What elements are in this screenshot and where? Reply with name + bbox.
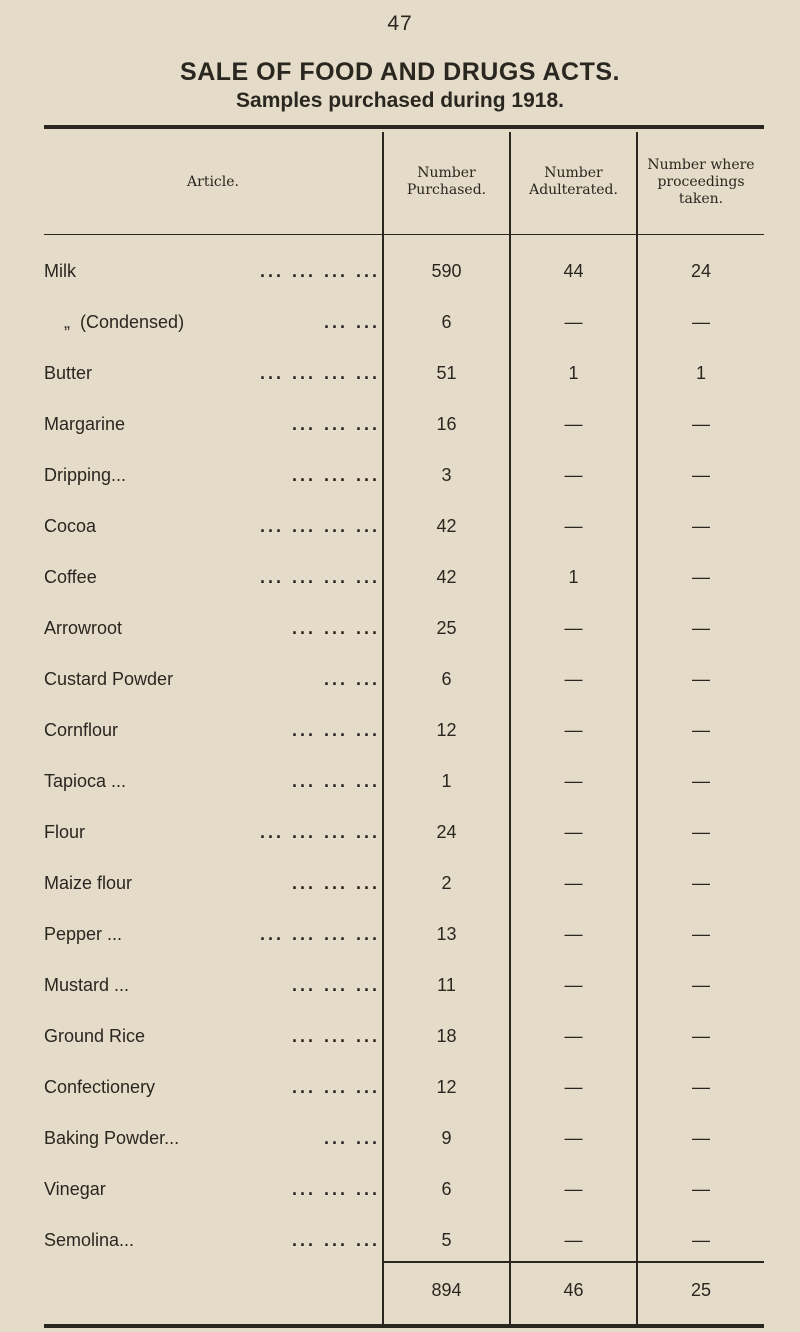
article-cell <box>44 1077 380 1098</box>
number-adulterated: — <box>564 618 583 638</box>
number-proceedings: — <box>692 618 710 638</box>
article-cell <box>44 975 380 996</box>
table-row <box>0 754 800 805</box>
article-name: Arrowroot <box>44 618 123 638</box>
table-row <box>0 1009 800 1060</box>
number-proceedings: — <box>692 975 710 995</box>
number-purchased: 42 <box>436 516 457 536</box>
number-purchased: 9 <box>441 1128 452 1148</box>
article-cell <box>44 363 380 384</box>
header-number-adulterated: Number Adulterated. <box>529 165 618 198</box>
table-row <box>0 244 800 295</box>
leader-dots: ... ... ... ... <box>259 567 380 587</box>
number-proceedings: 24 <box>690 261 712 281</box>
number-adulterated: 44 <box>563 261 584 281</box>
article-cell <box>44 567 380 588</box>
number-purchased: 13 <box>436 924 457 944</box>
leader-dots: ... ... ... <box>291 465 380 485</box>
number-adulterated: — <box>564 975 583 995</box>
number-proceedings: — <box>692 1179 710 1199</box>
table-row <box>0 958 800 1009</box>
number-adulterated: — <box>564 1179 583 1199</box>
leader-dots: ... ... ... <box>291 873 380 893</box>
number-purchased: 12 <box>436 1077 457 1097</box>
number-adulterated: — <box>564 414 583 434</box>
article-name: Cornflour <box>44 720 119 740</box>
table-row <box>0 601 800 652</box>
page-subtitle: Samples purchased during 1918. <box>236 89 564 112</box>
number-purchased: 16 <box>436 414 457 434</box>
table-row <box>0 1111 800 1162</box>
number-adulterated: — <box>564 669 583 689</box>
leader-dots: ... ... ... ... <box>259 261 380 281</box>
number-adulterated: — <box>564 873 583 893</box>
leader-dots: ... ... ... <box>291 1179 380 1199</box>
page-number: 47 <box>387 12 413 35</box>
number-adulterated: 1 <box>568 363 579 383</box>
number-purchased: 6 <box>441 1179 452 1199</box>
article-cell <box>44 1026 380 1047</box>
article-name: Coffee <box>44 567 97 587</box>
page-title: SALE OF FOOD AND DRUGS ACTS. <box>180 58 620 86</box>
table-row <box>0 550 800 601</box>
article-cell <box>44 1128 380 1149</box>
leader-dots: ... ... <box>323 312 380 332</box>
number-purchased: 6 <box>441 669 452 689</box>
article-cell <box>44 618 380 639</box>
article-cell <box>44 516 380 537</box>
leader-dots: ... ... <box>323 669 380 689</box>
article-name: Cocoa <box>44 516 97 536</box>
number-proceedings: — <box>692 822 710 842</box>
article-name: Margarine <box>44 414 126 434</box>
number-adulterated: — <box>564 771 583 791</box>
number-purchased: 11 <box>437 975 456 995</box>
article-name: Vinegar <box>44 1179 106 1199</box>
table-row <box>0 907 800 958</box>
table-row <box>0 1162 800 1213</box>
number-proceedings: — <box>692 567 710 587</box>
number-purchased: 2 <box>441 873 452 893</box>
number-proceedings: — <box>692 873 710 893</box>
article-name: Tapioca ... <box>44 771 127 791</box>
article-name: Dripping... <box>44 465 127 485</box>
number-purchased: 42 <box>436 567 457 587</box>
number-proceedings: — <box>692 516 710 536</box>
leader-dots: ... ... ... <box>291 1230 380 1250</box>
leader-dots: ... ... ... ... <box>259 363 380 383</box>
table-row <box>0 397 800 448</box>
number-proceedings: — <box>692 465 710 485</box>
article-cell <box>44 1230 380 1251</box>
number-proceedings: — <box>692 312 710 332</box>
article-name: Custard Powder <box>44 669 174 689</box>
table-row <box>0 1213 800 1264</box>
article-name: Ground Rice <box>44 1026 146 1046</box>
number-adulterated: — <box>564 1026 583 1046</box>
number-proceedings: — <box>692 1026 710 1046</box>
number-adulterated: — <box>564 720 583 740</box>
article-name: „ (Condensed) <box>44 312 185 332</box>
leader-dots: ... ... <box>323 1128 380 1148</box>
header-number-proceedings: Number where proceedings taken. <box>647 156 755 207</box>
table-top-rule <box>44 125 764 129</box>
number-proceedings: — <box>692 669 710 689</box>
number-adulterated: — <box>564 1077 583 1097</box>
table-row <box>0 652 800 703</box>
number-purchased: 24 <box>436 822 457 842</box>
leader-dots: ... ... ... <box>291 1077 380 1097</box>
leader-dots: ... ... ... <box>291 720 380 740</box>
leader-dots: ... ... ... ... <box>259 924 380 944</box>
article-cell <box>44 261 380 282</box>
number-proceedings: — <box>692 1077 710 1097</box>
article-name: Mustard ... <box>44 975 130 995</box>
number-purchased: 12 <box>436 720 457 740</box>
article-name: Milk <box>44 261 76 281</box>
number-adulterated: — <box>564 465 583 485</box>
article-cell <box>44 822 380 843</box>
table-row <box>0 346 800 397</box>
article-cell <box>44 771 380 792</box>
article-name: Semolina... <box>44 1230 135 1250</box>
article-cell <box>44 924 380 945</box>
total-purchased: 894 <box>431 1280 462 1300</box>
article-name: Maize flour <box>44 873 133 893</box>
article-cell <box>44 669 380 690</box>
number-adulterated: — <box>564 924 583 944</box>
number-proceedings: — <box>692 1230 710 1250</box>
table-row <box>0 703 800 754</box>
article-cell <box>44 414 380 435</box>
leader-dots: ... ... ... <box>291 1026 380 1046</box>
number-purchased: 1 <box>441 771 452 791</box>
number-purchased: 6 <box>441 312 452 332</box>
table-row <box>0 448 800 499</box>
table-row <box>0 856 800 907</box>
number-purchased: 51 <box>436 363 457 383</box>
number-adulterated: — <box>564 822 583 842</box>
number-purchased: 25 <box>436 618 457 638</box>
table-row <box>0 805 800 856</box>
article-name: Pepper ... <box>44 924 123 944</box>
article-name: Butter <box>44 363 93 383</box>
leader-dots: ... ... ... <box>291 618 380 638</box>
number-proceedings: — <box>692 1128 710 1148</box>
table-row <box>0 499 800 550</box>
article-cell <box>44 873 380 894</box>
table-row <box>0 1060 800 1111</box>
leader-dots: ... ... ... <box>291 414 380 434</box>
header-article: Article. <box>187 173 239 190</box>
leader-dots: ... ... ... <box>291 771 380 791</box>
article-cell <box>44 312 380 333</box>
article-name: Flour <box>44 822 86 842</box>
article-name: Baking Powder... <box>44 1128 180 1148</box>
number-purchased: 5 <box>441 1230 452 1250</box>
number-proceedings: — <box>692 414 710 434</box>
number-adulterated: 1 <box>568 567 579 587</box>
article-name: Confectionery <box>44 1077 156 1097</box>
number-purchased: 3 <box>441 465 452 485</box>
total-proceedings: 25 <box>690 1280 712 1300</box>
article-cell <box>44 465 380 486</box>
leader-dots: ... ... ... ... <box>259 822 380 842</box>
number-proceedings: — <box>692 924 710 944</box>
table-bottom-rule <box>44 1324 764 1328</box>
article-cell <box>44 720 380 741</box>
table-header-rule <box>44 234 764 235</box>
table-row <box>0 295 800 346</box>
header-number-purchased: Number Purchased. <box>406 165 487 198</box>
total-adulterated: 46 <box>563 1280 584 1300</box>
article-cell <box>44 1179 380 1200</box>
leader-dots: ... ... ... ... <box>259 516 380 536</box>
number-proceedings: 1 <box>695 363 706 383</box>
number-proceedings: — <box>692 771 710 791</box>
number-purchased: 18 <box>436 1026 457 1046</box>
number-adulterated: — <box>564 312 583 332</box>
leader-dots: ... ... ... <box>291 975 380 995</box>
number-proceedings: — <box>692 720 710 740</box>
number-adulterated: — <box>564 516 583 536</box>
number-purchased: 590 <box>431 261 462 281</box>
number-adulterated: — <box>564 1128 583 1148</box>
number-adulterated: — <box>564 1230 583 1250</box>
